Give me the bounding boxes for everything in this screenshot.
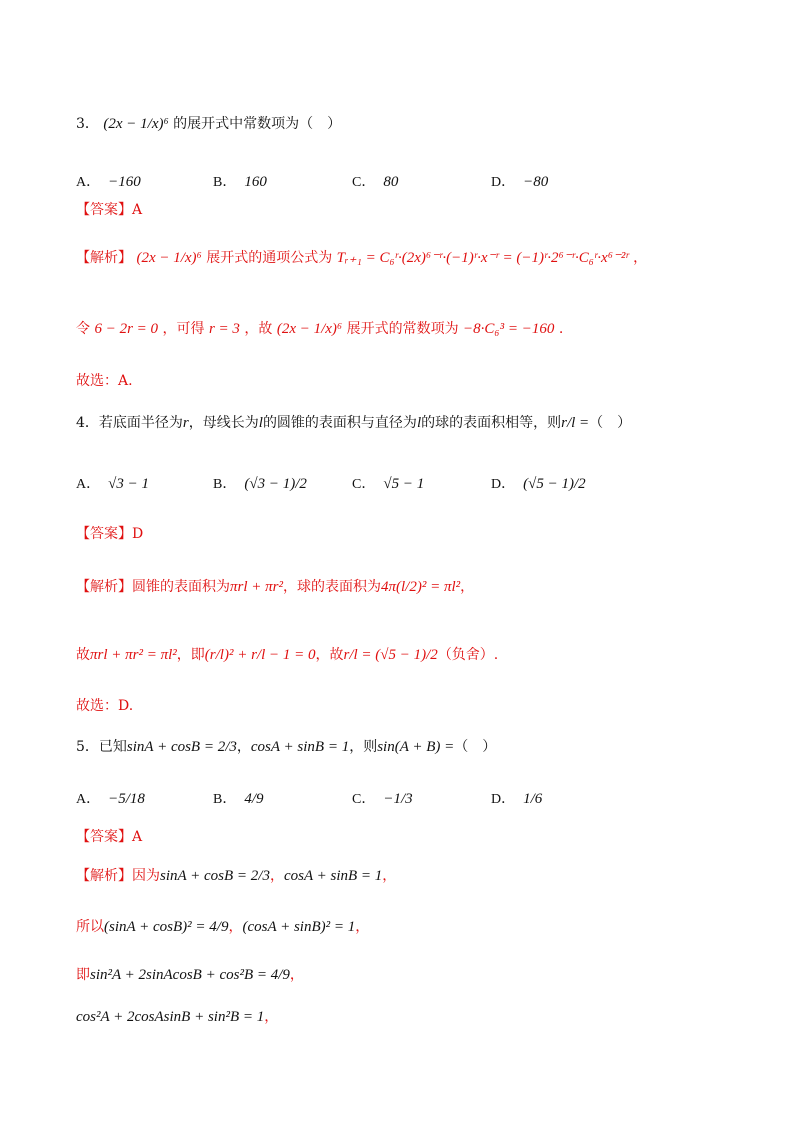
analysis-tag: 【解析】 bbox=[76, 579, 132, 595]
option-label: B． bbox=[213, 175, 237, 190]
analysis-tag: 【解析】 bbox=[76, 868, 132, 884]
equation: r/l = bbox=[561, 415, 590, 431]
q3-analysis-line2 bbox=[76, 320, 563, 338]
stem-text: 的球的表面积相等，则 bbox=[421, 415, 562, 431]
q5-option-b bbox=[213, 788, 264, 808]
punctuation: ， bbox=[633, 250, 648, 266]
q5-stem bbox=[76, 738, 496, 756]
analysis-text: 故 bbox=[76, 647, 90, 663]
q4-option-c bbox=[352, 473, 424, 493]
punctuation: ， bbox=[289, 967, 304, 983]
q5-option-c bbox=[352, 788, 413, 808]
analysis-text: ，故 bbox=[244, 321, 273, 337]
equation: 4π(l/2)² = πl² bbox=[381, 579, 461, 595]
q3-answer: 【答案】A bbox=[76, 202, 143, 218]
option-label: A． bbox=[76, 792, 101, 807]
option-value: −80 bbox=[523, 174, 549, 190]
option-label: A． bbox=[76, 175, 101, 190]
option-label: D． bbox=[491, 477, 516, 492]
option-value: √3 − 1 bbox=[108, 476, 149, 492]
punctuation: ， bbox=[460, 579, 475, 595]
q5-answer: 【答案】A bbox=[76, 829, 143, 845]
stem-text: 的圆锥的表面积与直径为 bbox=[262, 415, 417, 431]
analysis-text: 令 bbox=[76, 321, 90, 337]
q3-analysis-expr: (2x − 1/x)⁶ bbox=[136, 250, 202, 266]
q3-analysis-text: 展开式的通项公式为 bbox=[206, 250, 333, 266]
option-value: −1/3 bbox=[383, 791, 413, 807]
stem-text: ，母线长为 bbox=[188, 415, 259, 431]
equation: cos²A + 2cosAsinB + sin²B = 1 bbox=[76, 1009, 265, 1025]
option-label: C． bbox=[352, 175, 376, 190]
punctuation: ， bbox=[269, 868, 284, 884]
option-label: B． bbox=[213, 792, 237, 807]
q4-analysis-line1 bbox=[76, 578, 474, 596]
q3-general-term-formula: Tᵣ₊₁ = C₆ʳ·(2x)⁶⁻ʳ·(−1)ʳ·x⁻ʳ = (−1)ʳ·2⁶⁻ʳ·C₆ʳ·x⁶⁻²ʳ bbox=[336, 250, 629, 266]
punctuation: . bbox=[558, 321, 564, 337]
q4-option-d bbox=[491, 473, 586, 493]
option-value: (√5 − 1)/2 bbox=[523, 476, 586, 492]
analysis-text: ，即 bbox=[176, 647, 205, 663]
analysis-text: ，可得 bbox=[162, 321, 205, 337]
option-label: D． bbox=[491, 792, 516, 807]
punctuation: ， bbox=[355, 919, 370, 935]
equation: 6 − 2r = 0 bbox=[94, 321, 159, 337]
option-label: A． bbox=[76, 477, 101, 492]
equation: (cosA + sinB)² = 1 bbox=[242, 919, 356, 935]
equation: (r/l)² + r/l − 1 = 0 bbox=[204, 647, 316, 663]
q5-analysis-line3 bbox=[76, 966, 304, 984]
analysis-text: ，故 bbox=[315, 647, 344, 663]
q3-option-a bbox=[76, 171, 141, 191]
q4-stem bbox=[76, 414, 631, 432]
q3-conclusion: 故选：A. bbox=[76, 373, 133, 389]
equation: πrl + πr² = πl² bbox=[90, 647, 177, 663]
option-value: 160 bbox=[244, 174, 267, 190]
option-label: C． bbox=[352, 792, 376, 807]
stem-text: 已知 bbox=[98, 739, 127, 755]
equation: r/l = (√5 − 1)/2 bbox=[343, 647, 438, 663]
q5-number: 5． bbox=[76, 739, 99, 755]
q3-stem-text: 的展开式中常数项为（ ） bbox=[173, 116, 342, 132]
option-label: B． bbox=[213, 477, 237, 492]
q4-option-a bbox=[76, 473, 149, 493]
option-label: C． bbox=[352, 477, 376, 492]
stem-text: ，则 bbox=[349, 739, 378, 755]
option-label: D． bbox=[491, 175, 516, 190]
variable: r bbox=[182, 415, 189, 431]
q4-conclusion: 故选：D. bbox=[76, 698, 134, 714]
equation: sinA + cosB = 2/3 bbox=[126, 739, 237, 755]
option-value: −5/18 bbox=[108, 791, 145, 807]
equation: −8·C₆³ = −160 bbox=[463, 321, 555, 337]
option-value: √5 − 1 bbox=[383, 476, 425, 492]
q5-option-a bbox=[76, 788, 145, 808]
variable: l bbox=[258, 415, 263, 431]
option-value: −160 bbox=[108, 174, 141, 190]
equation: cosA + sinB = 1 bbox=[283, 868, 383, 884]
q5-analysis-line4 bbox=[76, 1008, 278, 1026]
option-value: 1/6 bbox=[523, 791, 543, 807]
punctuation: ， bbox=[228, 919, 243, 935]
q5-option-d bbox=[491, 788, 542, 808]
analysis-text: ，球的表面积为 bbox=[283, 579, 381, 595]
q4-number: 4． bbox=[76, 415, 99, 431]
q5-analysis-line2 bbox=[76, 918, 369, 936]
q3-analysis-line1 bbox=[76, 249, 647, 267]
q3-number: 3． bbox=[76, 116, 99, 132]
analysis-text: （负舍）. bbox=[437, 647, 499, 663]
q3-option-b bbox=[213, 171, 267, 191]
q5-analysis-line1 bbox=[76, 867, 396, 885]
equation: r = 3 bbox=[208, 321, 240, 337]
equation: sin²A + 2sinAcosB + cos²B = 4/9 bbox=[90, 967, 290, 983]
equation: (sinA + cosB)² = 4/9 bbox=[104, 919, 229, 935]
q4-analysis-line2 bbox=[76, 646, 498, 664]
analysis-text: 展开式的常数项为 bbox=[346, 321, 459, 337]
q3-stem bbox=[76, 115, 341, 133]
punctuation: ， bbox=[264, 1009, 279, 1025]
equation: sinA + cosB = 2/3 bbox=[160, 868, 270, 884]
equation: cosA + sinB = 1 bbox=[250, 739, 350, 755]
option-value: (√3 − 1)/2 bbox=[244, 476, 307, 492]
analysis-text: 因为 bbox=[132, 868, 160, 884]
q3-option-d bbox=[491, 171, 548, 191]
analysis-text: 圆锥的表面积为 bbox=[132, 579, 230, 595]
q3-expression: (2x − 1/x)⁶ bbox=[103, 116, 169, 132]
equation: πrl + πr² bbox=[230, 579, 283, 595]
analysis-tag: 【解析】 bbox=[76, 250, 132, 266]
q4-answer: 【答案】D bbox=[76, 526, 144, 542]
analysis-text: 所以 bbox=[76, 919, 104, 935]
q4-option-b bbox=[213, 473, 307, 493]
option-value: 4/9 bbox=[244, 791, 264, 807]
option-value: 80 bbox=[383, 174, 399, 190]
stem-text: （ ） bbox=[454, 739, 497, 755]
punctuation: ， bbox=[382, 868, 397, 884]
variable: l bbox=[416, 415, 422, 431]
analysis-text: 即 bbox=[76, 967, 90, 983]
stem-text: 若底面半径为 bbox=[98, 415, 183, 431]
punctuation: ， bbox=[236, 739, 251, 755]
equation: sin(A + B) = bbox=[377, 739, 455, 755]
stem-text: （ ） bbox=[589, 415, 632, 431]
q3-option-c bbox=[352, 171, 398, 191]
equation: (2x − 1/x)⁶ bbox=[276, 321, 343, 337]
